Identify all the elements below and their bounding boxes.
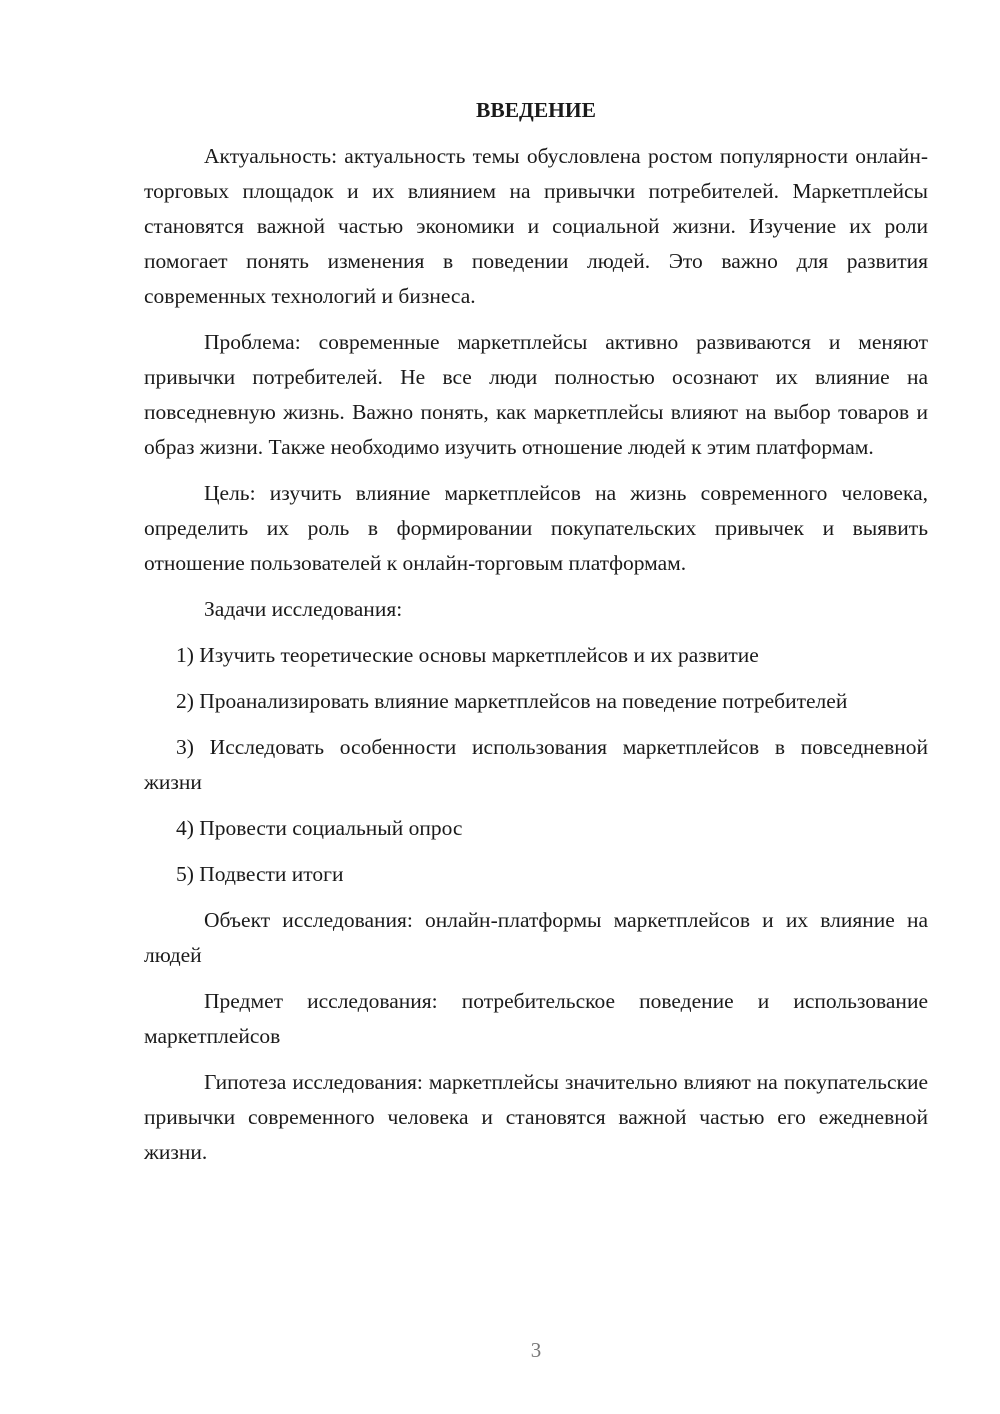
page-content bbox=[144, 93, 928, 1181]
paragraph-problem: Проблема: современные маркетплейсы активно развиваются и меняют привычки потребителей. Не все люди полностью осознают их влияние на повседневную жизнь. Важно понять, как маркетплейсы влияют на выбор товаров и образ жизни. Также необходимо изучить отношение людей к этим платформам. bbox=[144, 330, 928, 459]
task-item-1: 1) Изучить теоретические основы маркетплейсов и их развитие bbox=[176, 643, 759, 667]
paragraph-tasks-heading: Задачи исследования: bbox=[204, 597, 403, 621]
task-item-4: 4) Провести социальный опрос bbox=[176, 816, 463, 840]
paragraph-relevance: Актуальность: актуальность темы обусловлена ростом популярности онлайн-торговых площадок и их влиянием на привычки потребителей. Маркетплейсы становятся важной частью экономики и социальной жизни. Изучение их роли помогает понять изменения в поведении людей. Это важно для развития современных технологий и бизнеса. bbox=[144, 144, 928, 308]
task-item-5: 5) Подвести итоги bbox=[176, 862, 344, 886]
paragraph-object: Объект исследования: онлайн-платформы маркетплейсов и их влияние на людей bbox=[144, 908, 928, 967]
task-item-3: 3) Исследовать особенности использования маркетплейсов в повседневной жизни bbox=[144, 735, 928, 794]
paragraph-subject: Предмет исследования: потребительское поведение и использование маркетплейсов bbox=[144, 989, 928, 1048]
page-number: 3 bbox=[530, 1338, 542, 1362]
paragraph-goal: Цель: изучить влияние маркетплейсов на жизнь современного человека, определить их роль в формировании покупательских привычек и выявить отношение пользователей к онлайн-торговым платформам. bbox=[144, 481, 928, 575]
task-item-2: 2) Проанализировать влияние маркетплейсов на поведение потребителей bbox=[176, 689, 848, 713]
section-title: ВВЕДЕНИЕ bbox=[476, 98, 596, 122]
paragraph-hypothesis: Гипотеза исследования: маркетплейсы значительно влияют на покупательские привычки современного человека и становятся важной частью его ежедневной жизни. bbox=[144, 1070, 928, 1164]
